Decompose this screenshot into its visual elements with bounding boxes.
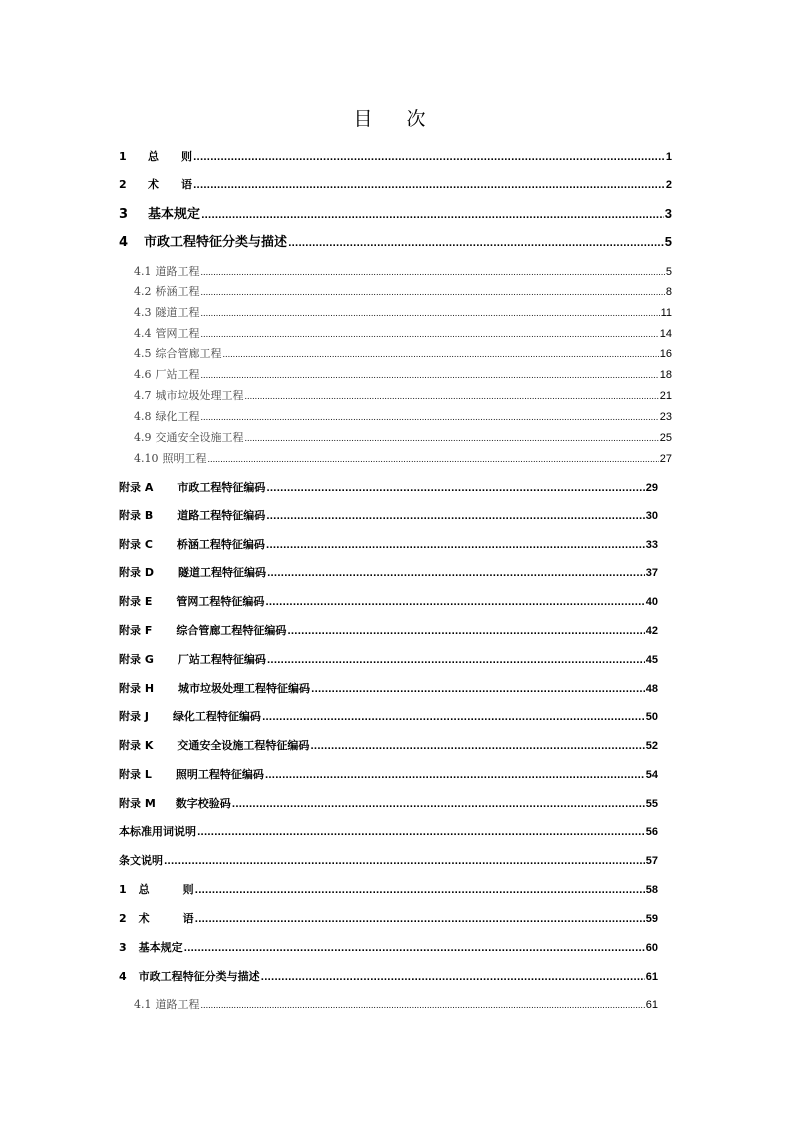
toc-entry[interactable] [119, 911, 658, 927]
toc-entry-label: 本标准用词说明 [119, 825, 196, 838]
toc-entry-page: 33 [645, 539, 658, 551]
toc-entry-page: 29 [645, 482, 658, 494]
toc-entry-label: 基本规定 [148, 207, 201, 222]
toc-entry-number: 4 [119, 970, 127, 983]
toc-entry-number: 1 [119, 150, 127, 163]
toc-entry-number: 4.7 [134, 389, 152, 402]
toc-entry[interactable] [119, 652, 658, 668]
toc-entry[interactable] [119, 738, 658, 754]
dot-leader [267, 566, 645, 582]
toc-entry-number: 附录 F [119, 624, 153, 637]
dot-leader [164, 854, 645, 870]
toc-entry-number: 附录 E [119, 595, 153, 608]
toc-entry-label: 道路工程 [155, 265, 200, 278]
toc-entry-page: 61 [645, 999, 658, 1011]
toc-entry[interactable] [134, 409, 672, 425]
toc-entry-page: 18 [659, 369, 672, 381]
dot-leader [265, 768, 645, 784]
toc-entry-page: 2 [665, 179, 672, 191]
toc-entry-number: 4.8 [134, 410, 152, 423]
toc-entry-label: 城市垃圾处理工程特征编码 [178, 682, 311, 695]
dot-leader [245, 431, 659, 447]
toc-entry-number: 4.5 [134, 347, 152, 360]
toc-entry[interactable] [119, 206, 672, 222]
toc-entry-page: 58 [645, 884, 658, 896]
toc-entry-number: 4 [119, 235, 129, 250]
toc-entry-label: 数字校验码 [175, 797, 231, 810]
dot-leader [201, 285, 665, 301]
dot-leader [310, 739, 644, 755]
toc-entry-page: 37 [645, 567, 658, 579]
toc-entry-number: 附录 K [119, 739, 154, 752]
toc-entry-page: 60 [645, 942, 658, 954]
toc-entry[interactable] [119, 709, 658, 725]
toc-entry[interactable] [134, 346, 672, 362]
toc-entry-number: 4.1 [134, 998, 152, 1011]
toc-entry-label: 道路工程 [155, 998, 200, 1011]
toc-entry-page: 21 [659, 390, 672, 402]
toc-entry-page: 55 [645, 798, 658, 810]
toc-entry-number: 4.9 [134, 431, 152, 444]
toc-entry-page: 5 [664, 234, 672, 249]
dot-leader [245, 389, 659, 405]
toc-entry-label: 总 则 [148, 150, 192, 163]
toc-entry-number: 4.3 [134, 306, 152, 319]
toc-entry[interactable] [134, 388, 672, 404]
toc-entry-number: 附录 G [119, 653, 154, 666]
toc-entry-page: 25 [659, 432, 672, 444]
toc-entry[interactable] [119, 681, 658, 697]
toc-entry-label: 术 语 [148, 178, 192, 191]
toc-entry-label: 管网工程特征编码 [176, 595, 265, 608]
toc-entry[interactable] [134, 326, 672, 342]
toc-entry-number: 附录 L [119, 768, 152, 781]
dot-leader [193, 150, 665, 166]
toc-entry-label: 术 语 [138, 912, 194, 925]
toc-entry[interactable] [119, 537, 658, 553]
toc-entry-page: 3 [664, 206, 672, 221]
toc-entry-number: 2 [119, 178, 127, 191]
toc-entry-number: 4.6 [134, 368, 152, 381]
toc-entry[interactable] [119, 565, 658, 581]
toc-entry[interactable] [134, 305, 672, 321]
page-title: 目 次 [353, 108, 440, 130]
toc-entry-label: 市政工程特征分类与描述 [144, 235, 288, 250]
dot-leader [201, 998, 645, 1014]
toc-entry[interactable] [134, 264, 672, 280]
toc-entry-page: 8 [665, 286, 672, 298]
toc-entry-page: 30 [645, 510, 658, 522]
toc-entry-page: 11 [660, 307, 672, 319]
dot-leader [201, 327, 659, 343]
dot-leader [201, 265, 665, 281]
toc-entry-label: 管网工程 [155, 327, 200, 340]
dot-leader [311, 682, 645, 698]
toc-entry[interactable] [119, 940, 658, 956]
toc-entry-label: 隧道工程 [155, 306, 200, 319]
dot-leader [288, 236, 664, 252]
toc-entry[interactable] [119, 623, 658, 639]
toc-entry[interactable] [119, 767, 658, 783]
toc-entry[interactable] [134, 430, 672, 446]
toc-entry-number: 附录 J [119, 710, 149, 723]
toc-entry-page: 16 [659, 348, 672, 360]
toc-entry-number: 4.1 [134, 265, 152, 278]
toc-entry[interactable] [119, 594, 658, 610]
toc-entry[interactable] [119, 853, 658, 869]
toc-entry-page: 57 [645, 855, 658, 867]
toc-entry-label: 厂站工程特征编码 [177, 653, 266, 666]
toc-entry-number: 4.2 [134, 285, 152, 298]
toc-entry-number: 2 [119, 912, 127, 925]
toc-entry[interactable] [119, 149, 672, 165]
dot-leader [193, 178, 665, 194]
toc-entry[interactable] [119, 234, 672, 250]
dot-leader [208, 452, 659, 468]
toc-entry-label: 隧道工程特征编码 [177, 566, 266, 579]
toc-entry-label: 交通安全设施工程特征编码 [177, 739, 310, 752]
toc-entry-label: 综合管廊工程特征编码 [176, 624, 287, 637]
toc-entry-label: 基本规定 [138, 941, 183, 954]
toc-entry-label: 交通安全设施工程 [155, 431, 244, 444]
toc-entry-label: 城市垃圾处理工程 [155, 389, 244, 402]
toc-entry-page: 48 [645, 683, 658, 695]
dot-leader [201, 208, 664, 224]
toc-entry-page: 61 [645, 971, 658, 983]
toc-entry-label: 桥涵工程特征编码 [176, 538, 265, 551]
toc-entry-label: 市政工程特征编码 [177, 481, 266, 494]
toc-entry-label: 厂站工程 [155, 368, 200, 381]
toc-entry-label: 桥涵工程 [155, 285, 200, 298]
toc-entry-number: 附录 H [119, 682, 155, 695]
toc-entry-label: 绿化工程 [155, 410, 200, 423]
dot-leader [195, 883, 645, 899]
toc-entry-page: 52 [645, 740, 658, 752]
toc-entry-page: 14 [659, 328, 672, 340]
toc-entry[interactable] [119, 796, 658, 812]
dot-leader [266, 509, 645, 525]
toc-entry[interactable] [119, 480, 658, 496]
dot-leader [267, 653, 645, 669]
toc-entry[interactable] [134, 997, 658, 1013]
dot-leader [201, 306, 660, 322]
toc-entry-number: 3 [119, 941, 127, 954]
toc-entry-number: 4.10 [134, 452, 159, 465]
dot-leader [201, 368, 659, 384]
toc-entry-number: 1 [119, 883, 127, 896]
dot-leader [184, 941, 645, 957]
toc-entry-page: 54 [645, 769, 658, 781]
toc-entry-number: 附录 D [119, 566, 154, 579]
toc-entry-page: 50 [645, 711, 658, 723]
toc-entry-number: 附录 B [119, 509, 154, 522]
toc-entry[interactable] [119, 969, 658, 985]
dot-leader [223, 347, 659, 363]
dot-leader [266, 481, 644, 497]
toc-entry-page: 56 [645, 826, 658, 838]
toc-entry-page: 40 [645, 596, 658, 608]
toc-entry-label: 照明工程特征编码 [175, 768, 264, 781]
dot-leader [266, 538, 645, 554]
toc-entry-label: 照明工程 [162, 452, 207, 465]
dot-leader [287, 624, 644, 640]
toc-entry[interactable] [119, 177, 672, 193]
toc-entry-page: 1 [665, 151, 672, 163]
dot-leader [201, 410, 659, 426]
toc-entry-number: 附录 M [119, 797, 156, 810]
toc-entry-number: 4.4 [134, 327, 152, 340]
toc-entry-page: 5 [665, 266, 672, 278]
toc-entry-number: 附录 A [119, 481, 154, 494]
toc-entry[interactable] [134, 367, 672, 383]
toc-entry-label: 道路工程特征编码 [177, 509, 266, 522]
toc-entry-label: 总 则 [138, 883, 194, 896]
dot-leader [265, 595, 644, 611]
toc-entry[interactable] [119, 824, 658, 840]
toc-entry-page: 23 [659, 411, 672, 423]
dot-leader [195, 912, 645, 928]
toc-entry[interactable] [134, 451, 672, 467]
toc-entry-page: 45 [645, 654, 658, 666]
toc-entry-label: 综合管廊工程 [155, 347, 222, 360]
toc-entry-page: 59 [645, 913, 658, 925]
dot-leader [262, 710, 645, 726]
dot-leader [197, 825, 645, 841]
toc-entry-number: 3 [119, 207, 129, 222]
toc-entry[interactable] [119, 882, 658, 898]
toc-entry[interactable] [134, 284, 672, 300]
toc-entry-number: 附录 C [119, 538, 153, 551]
toc-entry-label: 条文说明 [119, 854, 163, 867]
dot-leader [261, 970, 645, 986]
toc-entry-page: 42 [645, 625, 658, 637]
toc-entry-label: 绿化工程特征编码 [172, 710, 261, 723]
toc-entry[interactable] [119, 508, 658, 524]
toc-entry-page: 27 [659, 453, 672, 465]
toc-entry-label: 市政工程特征分类与描述 [138, 970, 260, 983]
dot-leader [232, 797, 645, 813]
